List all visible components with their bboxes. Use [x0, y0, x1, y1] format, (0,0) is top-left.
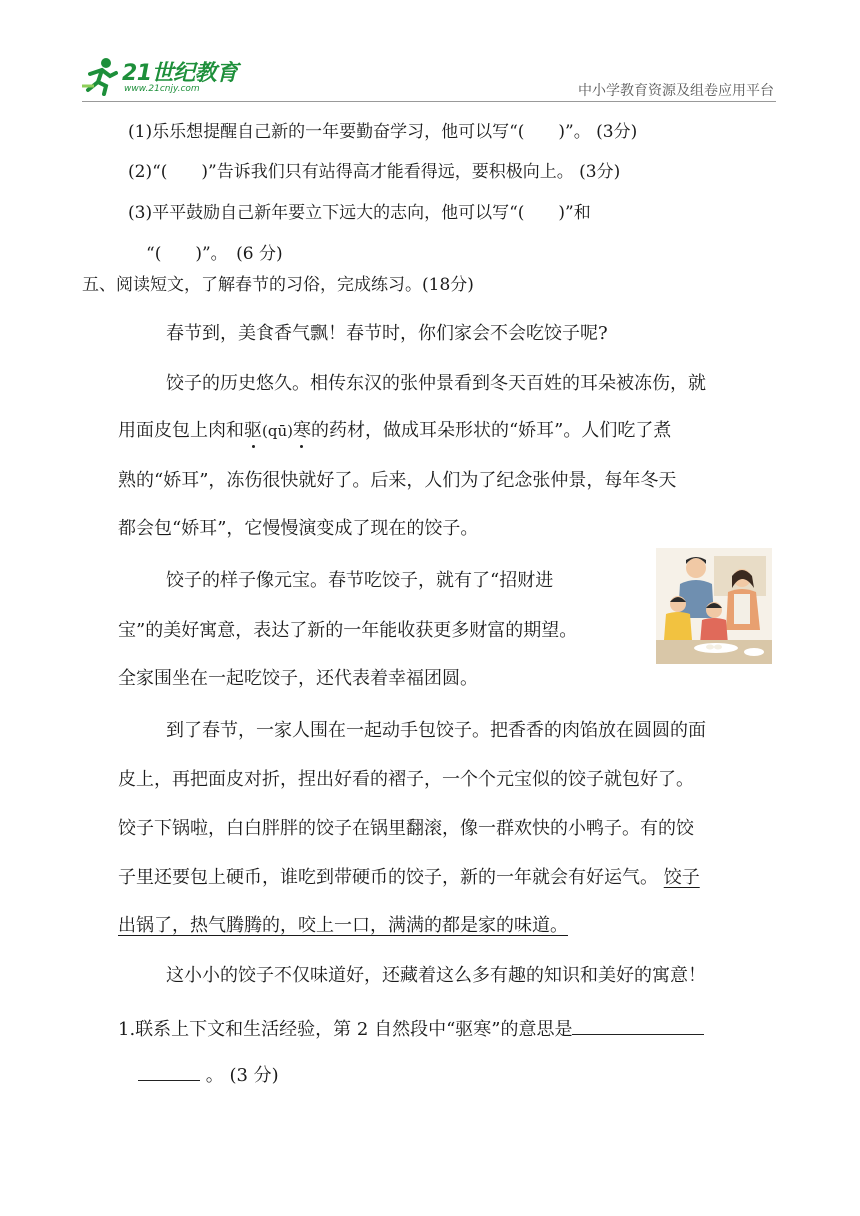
text-span: 的药材，做成耳朵形状的“娇耳”。人们吃了煮: [310, 420, 672, 441]
page-header: [0, 0, 860, 110]
exercise-1-line1: [118, 1014, 704, 1042]
emphasis-char: 驱: [244, 420, 262, 441]
paragraph-4-line3: 饺子下锅啦，白白胖胖的饺子在锅里翻滚，像一群欢快的小鸭子。有的饺: [118, 818, 694, 839]
answer-blank[interactable]: [138, 1060, 200, 1081]
paragraph-3-line3: 全家围坐在一起吃饺子，还代表着幸福团圆。: [118, 668, 478, 689]
underlined-sentence: 出锅了，热气腾腾的，咬上一口，满满的都是家的味道。: [118, 915, 568, 936]
paragraph-1: 春节到，美食香气飘！春节时，你们家会不会吃饺子呢?: [166, 323, 608, 344]
paragraph-2-line2: [118, 419, 671, 443]
exercise-1-score: 。 (3 分): [200, 1065, 279, 1086]
paragraph-4-line4: [118, 866, 700, 890]
pinyin: (qū): [262, 422, 293, 440]
question-4-3-line2: “( )”。 (6 分): [146, 244, 283, 264]
paragraph-4-line2: 皮上，再把面皮对折，捏出好看的褶子，一个个元宝似的饺子就包好了。: [118, 769, 694, 790]
runner-icon: [82, 56, 120, 96]
paragraph-2-line4: 都会包“娇耳”，它慢慢演变成了现在的饺子。: [118, 518, 479, 539]
paragraph-2-line3: 熟的“娇耳”，冻伤很快就好了。后来，人们为了纪念张仲景，每年冬天: [118, 470, 677, 491]
family-dumplings-illustration: [656, 548, 772, 664]
underlined-sentence-start: 饺子: [663, 867, 700, 888]
logo-url: www.21cnjy.com: [124, 84, 200, 94]
platform-name: 中小学教育资源及组卷应用平台: [578, 83, 774, 99]
text-span: 子里还要包上硬币，谁吃到带硬币的饺子，新的一年就会有好运气。: [118, 867, 664, 888]
logo-text: 21世纪教育: [122, 61, 238, 86]
question-4-3-line1: (3)平平鼓励自己新年要立下远大的志向，他可以写“( )”和: [128, 203, 591, 223]
exercise-1-prompt: 1.联系上下文和生活经验，第 2 自然段中“驱寒”的意思是: [118, 1019, 573, 1040]
paragraph-2-line1: 饺子的历史悠久。相传东汉的张仲景看到冬天百姓的耳朵被冻伤，就: [166, 373, 706, 394]
paragraph-5: 这小小的饺子不仅味道好，还藏着这么多有趣的知识和美好的寓意！: [166, 965, 706, 986]
paragraph-4-line1: 到了春节，一家人围在一起动手包饺子。把香香的肉馅放在圆圆的面: [166, 720, 706, 741]
exercise-1-line2: [138, 1060, 279, 1088]
question-4-1: (1)乐乐想提醒自己新的一年要勤奋学习，他可以写“( )”。 (3分): [128, 122, 638, 142]
text-span: 用面皮包上肉和: [118, 420, 244, 441]
paragraph-4-line5: [118, 914, 568, 938]
paragraph-3-line1: 饺子的样子像元宝。春节吃饺子，就有了“招财进: [166, 570, 554, 591]
site-logo: [82, 56, 262, 100]
emphasis-char: 寒: [292, 420, 311, 441]
question-4-2: (2)“( )”告诉我们只有站得高才能看得远，要积极向上。 (3分): [128, 162, 621, 182]
paragraph-3-line2: 宝”的美好寓意，表达了新的一年能收获更多财富的期望。: [118, 620, 578, 641]
header-divider: [82, 101, 776, 102]
answer-blank[interactable]: [572, 1014, 704, 1035]
section-5-title: 五、阅读短文，了解春节的习俗，完成练习。(18分): [82, 275, 474, 295]
